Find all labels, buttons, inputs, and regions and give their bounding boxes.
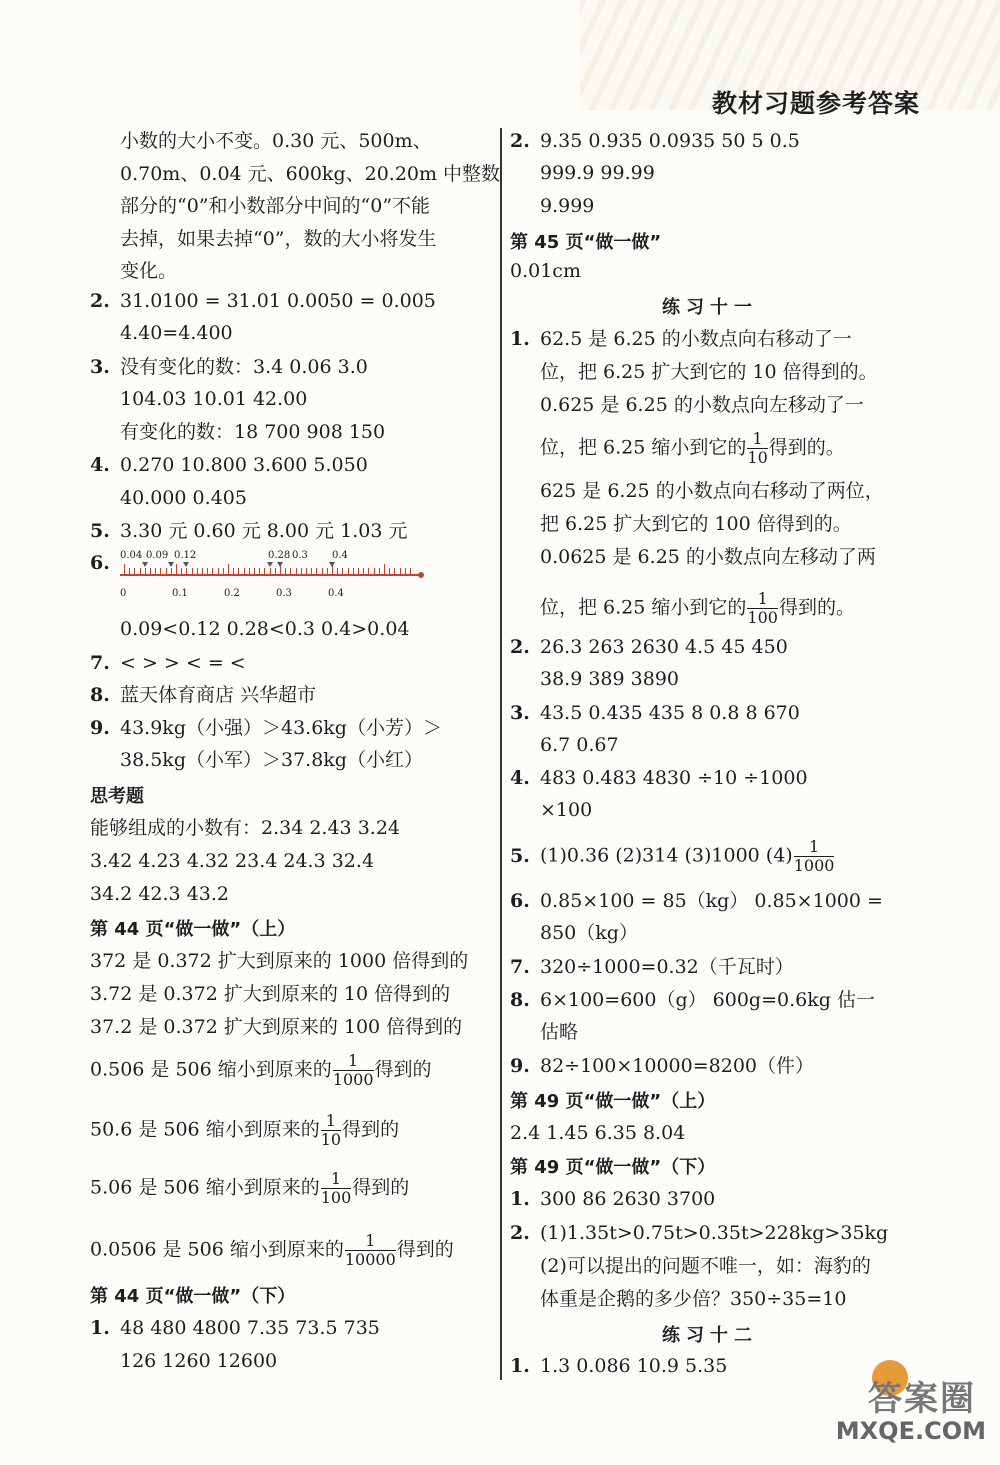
answer-text: 0.85×100 = 85（kg） 0.85×1000 =	[540, 890, 883, 912]
fraction	[747, 590, 778, 627]
text-line: 37.2 是 0.372 扩大到原来的 100 倍得到的	[90, 1016, 463, 1038]
number-line-top-label: 0.3	[292, 550, 308, 561]
section-heading: 第 45 页“做一做”	[510, 232, 662, 253]
text-fragment: 5.06 是 506 缩小到原来的	[90, 1176, 320, 1199]
answer-9	[510, 1053, 814, 1079]
text-line: 小数的大小不变。0.30 元、500m、	[120, 130, 432, 152]
text-line: 估略	[540, 1021, 579, 1043]
number-line-tick	[290, 568, 291, 575]
text-line: 6.7 0.67	[540, 734, 619, 756]
text-fragment: 50.6 是 506 缩小到原来的	[90, 1118, 320, 1141]
number-line-tick	[124, 564, 125, 575]
fraction-numerator: 1	[333, 1052, 374, 1071]
answer-text: (1)0.36 (2)314 (3)1000 (4)	[540, 844, 793, 867]
question-number: 2.	[510, 130, 530, 152]
answer-6	[510, 888, 883, 914]
text-line	[510, 430, 845, 467]
fraction	[794, 838, 835, 875]
question-number: 3.	[90, 356, 110, 378]
number-line-tick	[186, 568, 187, 575]
fraction-denominator: 100	[747, 608, 778, 627]
question-number: 3.	[510, 702, 530, 724]
question-number: 2.	[510, 636, 530, 658]
question-number: 1.	[510, 1355, 530, 1377]
text-fragment: 得到的。	[768, 436, 845, 459]
answer-text: 6×100=600（g） 600g=0.6kg 估一	[540, 989, 875, 1011]
number-line-bottom-label: 0.1	[172, 588, 188, 599]
number-line-bottom-label: 0	[120, 588, 127, 599]
fraction-denominator: 1000	[332, 1070, 374, 1089]
number-line-bottom-label: 0.4	[328, 588, 344, 599]
text-fragment: 位，把 6.25 缩小到它的	[540, 436, 747, 459]
text-line: 3.72 是 0.372 扩大到原来的 10 倍得到的	[90, 983, 451, 1005]
watermark-text: 答案圈	[868, 1379, 976, 1419]
fraction	[321, 1112, 341, 1149]
answer-2	[90, 288, 436, 314]
number-line-tick	[150, 568, 151, 575]
number-line-tick	[358, 568, 359, 575]
number-line-tick	[301, 568, 302, 575]
text-line: 0.09<0.12 0.28<0.3 0.4>0.04	[120, 618, 410, 640]
number-line-tick	[374, 568, 375, 575]
text-line: 9.999	[540, 195, 595, 217]
section-heading: 第 44 页“做一做”（上）	[90, 919, 296, 940]
answer-5	[510, 838, 835, 875]
column-divider	[500, 128, 502, 1380]
number-line-tick	[405, 568, 406, 575]
text-line: 38.5kg（小军）＞37.8kg（小红）	[120, 749, 423, 771]
answer-4	[510, 765, 808, 791]
text-line: 0.0625 是 6.25 的小数点向左移动了两	[540, 546, 876, 568]
text-line: 2.4 1.45 6.35 8.04	[510, 1122, 686, 1144]
fraction-numerator: 1	[321, 1112, 341, 1131]
number-line-tick	[134, 568, 135, 575]
answer-text: 48 480 4800 7.35 73.5 735	[120, 1317, 380, 1339]
fraction-denominator: 10	[320, 1130, 342, 1149]
number-line-tick	[202, 568, 203, 575]
number-line-tick	[254, 568, 255, 575]
question-number: 4.	[90, 454, 110, 476]
number-line-point-marker	[142, 562, 148, 567]
answer-text: < > > < = <	[120, 652, 246, 674]
answer-3	[510, 700, 800, 726]
answer-1	[510, 1186, 715, 1212]
fraction-denominator: 1000	[793, 856, 835, 875]
answer-text: 483 0.483 4830 ÷10 ÷1000	[540, 767, 808, 789]
section-heading: 思考题	[90, 786, 144, 807]
fraction	[321, 1170, 352, 1207]
text-fragment: 得到的	[374, 1058, 432, 1081]
question-number: 2.	[510, 1222, 530, 1244]
text-line: 40.000 0.405	[120, 487, 247, 509]
text-line: 850（kg）	[540, 922, 638, 944]
watermark-url: MXQE.COM	[835, 1417, 986, 1445]
text-fragment: 得到的。	[778, 596, 855, 619]
number-line-tick	[228, 564, 229, 575]
text-fragment: 得到的	[342, 1118, 400, 1141]
number-line-tick	[368, 568, 369, 575]
answer-7	[90, 650, 246, 676]
answer-1	[510, 326, 852, 352]
text-line	[90, 1112, 399, 1149]
question-number: 1.	[510, 328, 530, 350]
exercise-heading: 练习十二	[662, 1325, 758, 1346]
number-line-tick	[181, 568, 182, 575]
number-line-tick	[176, 564, 177, 575]
number-line-tick	[394, 568, 395, 575]
fraction	[345, 1232, 396, 1269]
text-line: 104.03 10.01 42.00	[120, 388, 308, 410]
number-line-bottom-label: 0.2	[224, 588, 240, 599]
number-line-tick	[140, 568, 141, 575]
number-line-tick	[270, 568, 271, 575]
number-line-top-label: 0.04	[120, 550, 143, 561]
text-fragment: 位，把 6.25 缩小到它的	[540, 596, 747, 619]
text-line: 0.01cm	[510, 260, 581, 282]
number-line-tick	[410, 568, 411, 575]
number-line-bottom-label: 0.3	[276, 588, 292, 599]
answer-2	[510, 128, 800, 154]
question-number: 8.	[90, 684, 110, 706]
answer-5	[90, 518, 408, 544]
answer-9	[90, 715, 442, 741]
question-number: 6.	[510, 890, 530, 912]
answer-4	[90, 452, 368, 478]
text-line: 625 是 6.25 的小数点向右移动了两位，	[540, 480, 884, 502]
number-line-tick	[155, 568, 156, 575]
number-line-tick	[296, 568, 297, 575]
answer-text: 3.30 元 0.60 元 8.00 元 1.03 元	[120, 520, 408, 542]
number-line-tick	[166, 568, 167, 575]
text-line: 部分的“0”和小数部分中间的“0”不能	[120, 195, 431, 217]
number-line-tick	[129, 568, 130, 575]
number-line-tick	[238, 568, 239, 575]
number-line-point-marker	[267, 562, 273, 567]
number-line-tick	[337, 568, 338, 575]
answer-1	[90, 1315, 380, 1341]
number-line-tick	[171, 568, 172, 575]
text-line: 372 是 0.372 扩大到原来的 1000 倍得到的	[90, 950, 469, 972]
text-line: 变化。	[120, 260, 178, 282]
page-header-title: 教材习题参考答案	[711, 89, 920, 118]
answer-text: 43.9kg（小强）＞43.6kg（小芳）＞	[120, 717, 442, 739]
fraction-denominator: 100	[320, 1188, 352, 1207]
number-line-tick	[327, 568, 328, 575]
question-number: 1.	[90, 1317, 110, 1339]
number-line-tick	[384, 564, 385, 575]
text-line: 0.625 是 6.25 的小数点向左移动了一	[540, 394, 864, 416]
number-line-tick	[306, 568, 307, 575]
number-line-tick	[316, 568, 317, 575]
text-line: 38.9 389 3890	[540, 668, 680, 690]
answer-text: 0.270 10.800 3.600 5.050	[120, 454, 368, 476]
text-line: 体重是企鹅的多少倍？350÷35=10	[540, 1288, 847, 1310]
answer-text: 300 86 2630 3700	[540, 1188, 716, 1210]
answer-8	[510, 987, 875, 1013]
number-line-tick	[192, 568, 193, 575]
number-line-tick	[285, 568, 286, 575]
answer-2	[510, 634, 788, 660]
fraction-denominator: 10	[747, 448, 768, 467]
text-line	[90, 1170, 409, 1207]
answer-text: 31.0100 = 31.01 0.0050 = 0.005	[120, 290, 436, 312]
watermark-logo	[836, 1367, 986, 1457]
number-line-tick	[207, 568, 208, 575]
number-line-tick	[348, 568, 349, 575]
number-line-point-marker	[329, 562, 335, 567]
question-number: 7.	[510, 956, 530, 978]
section-heading: 第 49 页“做一做”（上）	[510, 1091, 716, 1112]
number-line-tick	[353, 568, 354, 575]
number-line-tick	[160, 568, 161, 575]
question-number: 4.	[510, 767, 530, 789]
fraction	[747, 430, 767, 467]
number-line-tick	[197, 568, 198, 575]
answer-text: 43.5 0.435 435 8 0.8 8 670	[540, 702, 800, 724]
text-line	[90, 1232, 454, 1269]
number-line-tick	[259, 568, 260, 575]
answer-text: 9.35 0.935 0.0935 50 5 0.5	[540, 130, 800, 152]
fraction-denominator: 10000	[344, 1250, 396, 1269]
text-line: 34.2 42.3 43.2	[90, 883, 229, 905]
number-line-tick	[233, 568, 234, 575]
section-heading: 第 49 页“做一做”（下）	[510, 1157, 716, 1178]
number-line-arrow	[418, 572, 424, 578]
text-line: 126 1260 12600	[120, 1350, 278, 1372]
fraction-numerator: 1	[321, 1170, 352, 1189]
text-line	[90, 1052, 432, 1089]
fraction	[333, 1052, 374, 1089]
section-heading: 第 44 页“做一做”（下）	[90, 1286, 296, 1307]
text-fragment: 0.506 是 506 缩小到原来的	[90, 1058, 332, 1081]
answer-1	[510, 1353, 727, 1379]
text-line: 0.70m、0.04 元、600kg、20.20m 中整数	[120, 163, 501, 185]
number-line-tick	[249, 568, 250, 575]
text-line: 4.40=4.400	[120, 322, 233, 344]
number-line-tick	[244, 568, 245, 575]
answer-text: 82÷100×10000=8200（件）	[540, 1055, 814, 1077]
text-fragment: 得到的	[396, 1238, 454, 1261]
answer-text: 没有变化的数：3.4 0.06 3.0	[120, 356, 368, 378]
number-line-top-label: 0.4	[332, 550, 348, 561]
number-line-tick	[322, 568, 323, 575]
number-line-tick	[400, 568, 401, 575]
fraction-numerator: 1	[747, 590, 778, 609]
text-fragment: 得到的	[352, 1176, 410, 1199]
number-line-tick	[212, 568, 213, 575]
number-line-top-label: 0.28	[268, 550, 291, 561]
question-number: 6.	[90, 552, 110, 574]
fraction-numerator: 1	[747, 430, 767, 449]
answer-8	[90, 682, 316, 708]
answer-2	[510, 1220, 888, 1246]
text-line: ×100	[540, 799, 593, 821]
number-line-tick	[379, 568, 380, 575]
fraction-numerator: 1	[345, 1232, 396, 1251]
text-fragment: 0.0506 是 506 缩小到原来的	[90, 1238, 344, 1261]
text-line: (2)可以提出的问题不唯一，如：海豹的	[540, 1255, 871, 1277]
answer-text: 62.5 是 6.25 的小数点向右移动了一	[540, 328, 852, 350]
text-line	[510, 590, 855, 627]
answer-text: 蓝天体育商店 兴华超市	[120, 684, 317, 706]
question-number: 5.	[90, 520, 110, 542]
number-line-tick	[145, 568, 146, 575]
answer-6	[90, 550, 120, 576]
number-line-point-marker	[183, 562, 189, 567]
number-line-tick	[363, 568, 364, 575]
question-number: 1.	[510, 1188, 530, 1210]
number-line	[120, 548, 430, 604]
number-line-tick	[264, 568, 265, 575]
exercise-heading: 练习十一	[662, 297, 758, 318]
fraction-numerator: 1	[794, 838, 835, 857]
answer-text: 320÷1000=0.32（千瓦时）	[540, 956, 794, 978]
answer-text: 26.3 263 2630 4.5 45 450	[540, 636, 788, 658]
question-number: 9.	[510, 1055, 530, 1077]
text-line: 999.9 99.99	[540, 162, 655, 184]
number-line-tick	[389, 568, 390, 575]
question-number: 2.	[90, 290, 110, 312]
answer-3	[90, 354, 368, 380]
number-line-tick	[218, 568, 219, 575]
number-line-tick	[311, 568, 312, 575]
text-line: 位，把 6.25 扩大到它的 10 倍得到的。	[540, 361, 878, 383]
question-number: 5.	[510, 844, 530, 867]
number-line-top-label: 0.09	[146, 550, 169, 561]
text-line: 去掉，如果去掉“0”，数的大小将发生	[120, 228, 437, 250]
question-number: 8.	[510, 989, 530, 1011]
answer-7	[510, 954, 794, 980]
number-line-tick	[275, 568, 276, 575]
text-line: 3.42 4.23 4.32 23.4 24.3 32.4	[90, 850, 375, 872]
text-line: 有变化的数：18 700 908 150	[120, 421, 386, 443]
number-line-tick	[223, 568, 224, 575]
number-line-top-label: 0.12	[174, 550, 197, 561]
number-line-point-marker	[168, 562, 174, 567]
text-line: 把 6.25 扩大到它的 100 倍得到的。	[540, 513, 852, 535]
text-line: 能够组成的小数有：2.34 2.43 3.24	[90, 817, 400, 839]
question-number: 9.	[90, 717, 110, 739]
number-line-tick	[342, 568, 343, 575]
number-line-point-marker	[277, 562, 283, 567]
answer-text: 1.3 0.086 10.9 5.35	[540, 1355, 728, 1377]
answer-text: (1)1.35t>0.75t>0.35t>228kg>35kg	[540, 1222, 889, 1244]
question-number: 7.	[90, 652, 110, 674]
